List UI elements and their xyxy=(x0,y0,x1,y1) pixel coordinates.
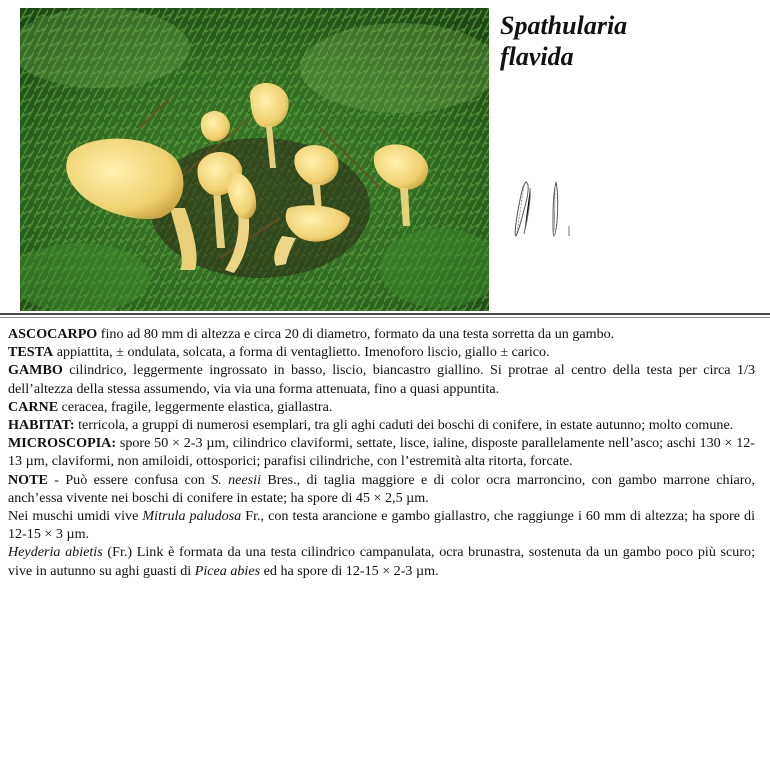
text-testa: appiattita, ± ondulata, solcata, a forma di ventaglietto. Imenoforo liscio, giallo ± carico. xyxy=(53,344,550,361)
species-name-italic: Heyderia abietis xyxy=(8,544,103,561)
species-name-italic: Picea abies xyxy=(194,562,261,579)
paragraph-heyderia xyxy=(8,543,755,579)
paragraph-carne xyxy=(8,398,755,416)
text-note-b: Bres., di taglia maggiore e di color ocra marroncino, con gambo marrone chiaro, anch’essa vivente nei boschi di conifere in estate; ha spore di 45 × 2,5 µm. xyxy=(8,471,756,506)
text-habitat: terricola, a gruppi di numerosi esemplari, tra gli aghi caduti dei boschi di conifere, in estate autunno; molto comune. xyxy=(74,417,734,434)
label-gambo: GAMBO xyxy=(8,362,63,379)
text-heyderia-a: (Fr.) Link è formata da una testa cilindrico campanulata, ocra brunastra, sostenuta da un gambo poco più scuro; vive in autunno su aghi guasti di xyxy=(8,544,755,579)
text-ascocarpo: fino ad 80 mm di altezza e circa 20 di diametro, formato da una testa sorretta da un gambo. xyxy=(97,326,615,342)
text-mitrula-a: Nei muschi umidi vive xyxy=(8,508,143,525)
label-ascocarpo: ASCOCARPO xyxy=(8,326,98,342)
label-carne: CARNE xyxy=(8,398,59,415)
paragraph-note xyxy=(8,471,755,507)
text-heyderia-b: ed ha spore di 12-15 × 2-3 µm. xyxy=(260,562,439,579)
mushroom-photo-icon xyxy=(20,8,489,311)
label-microscopia: MICROSCOPIA: xyxy=(8,435,117,452)
paragraph-microscopia xyxy=(8,434,755,470)
text-gambo: cilindrico, leggermente ingrossato in basso, liscio, biancastro giallino. Si protrae al centro della testa per circa 1/3 dell’altezza della stessa assumendo, via via una forma attenuata, fino a quasi appuntita. xyxy=(8,362,755,397)
mushroom-photo xyxy=(20,8,489,311)
ascus-spore-drawing xyxy=(508,178,578,242)
label-testa: TESTA xyxy=(8,344,54,361)
paragraph-mitrula xyxy=(8,507,755,543)
species-title-genus: Spathularia xyxy=(500,11,628,40)
species-name-italic: Mitrula paludosa xyxy=(142,508,242,525)
label-habitat: HABITAT: xyxy=(8,417,75,434)
paragraph-testa xyxy=(8,343,755,361)
divider-line xyxy=(0,313,770,315)
divider-line-thin xyxy=(0,317,770,318)
paragraph-habitat xyxy=(8,416,755,434)
ascus-spore-drawing-icon xyxy=(508,178,578,242)
label-note: NOTE xyxy=(8,471,48,488)
species-title-epithet: flavida xyxy=(500,42,574,71)
species-title xyxy=(500,10,760,72)
text-carne: ceracea, fragile, leggermente elastica, giallastra. xyxy=(58,398,333,415)
description-text xyxy=(8,325,755,580)
text-mitrula-b: Fr., con testa arancione e gambo giallastro, che raggiunge i 60 mm di altezza; ha spore di 12-15 × 3 µm. xyxy=(8,508,755,543)
species-name-italic: S. neesii xyxy=(211,471,261,488)
paragraph-gambo xyxy=(8,361,755,397)
text-microscopia: spore 50 × 2-3 µm, cilindrico claviformi, settate, lisce, ialine, disposte parallelamente nell’asco; aschi 130 × 12-13 µm, claviformi, non amiloidi, ottosporici; parafisi cilindriche, con l’estremità alta ritorta, forcate. xyxy=(8,435,755,470)
text-note-a: - Può essere confusa con xyxy=(47,471,212,488)
paragraph-ascocarpo xyxy=(8,325,755,343)
